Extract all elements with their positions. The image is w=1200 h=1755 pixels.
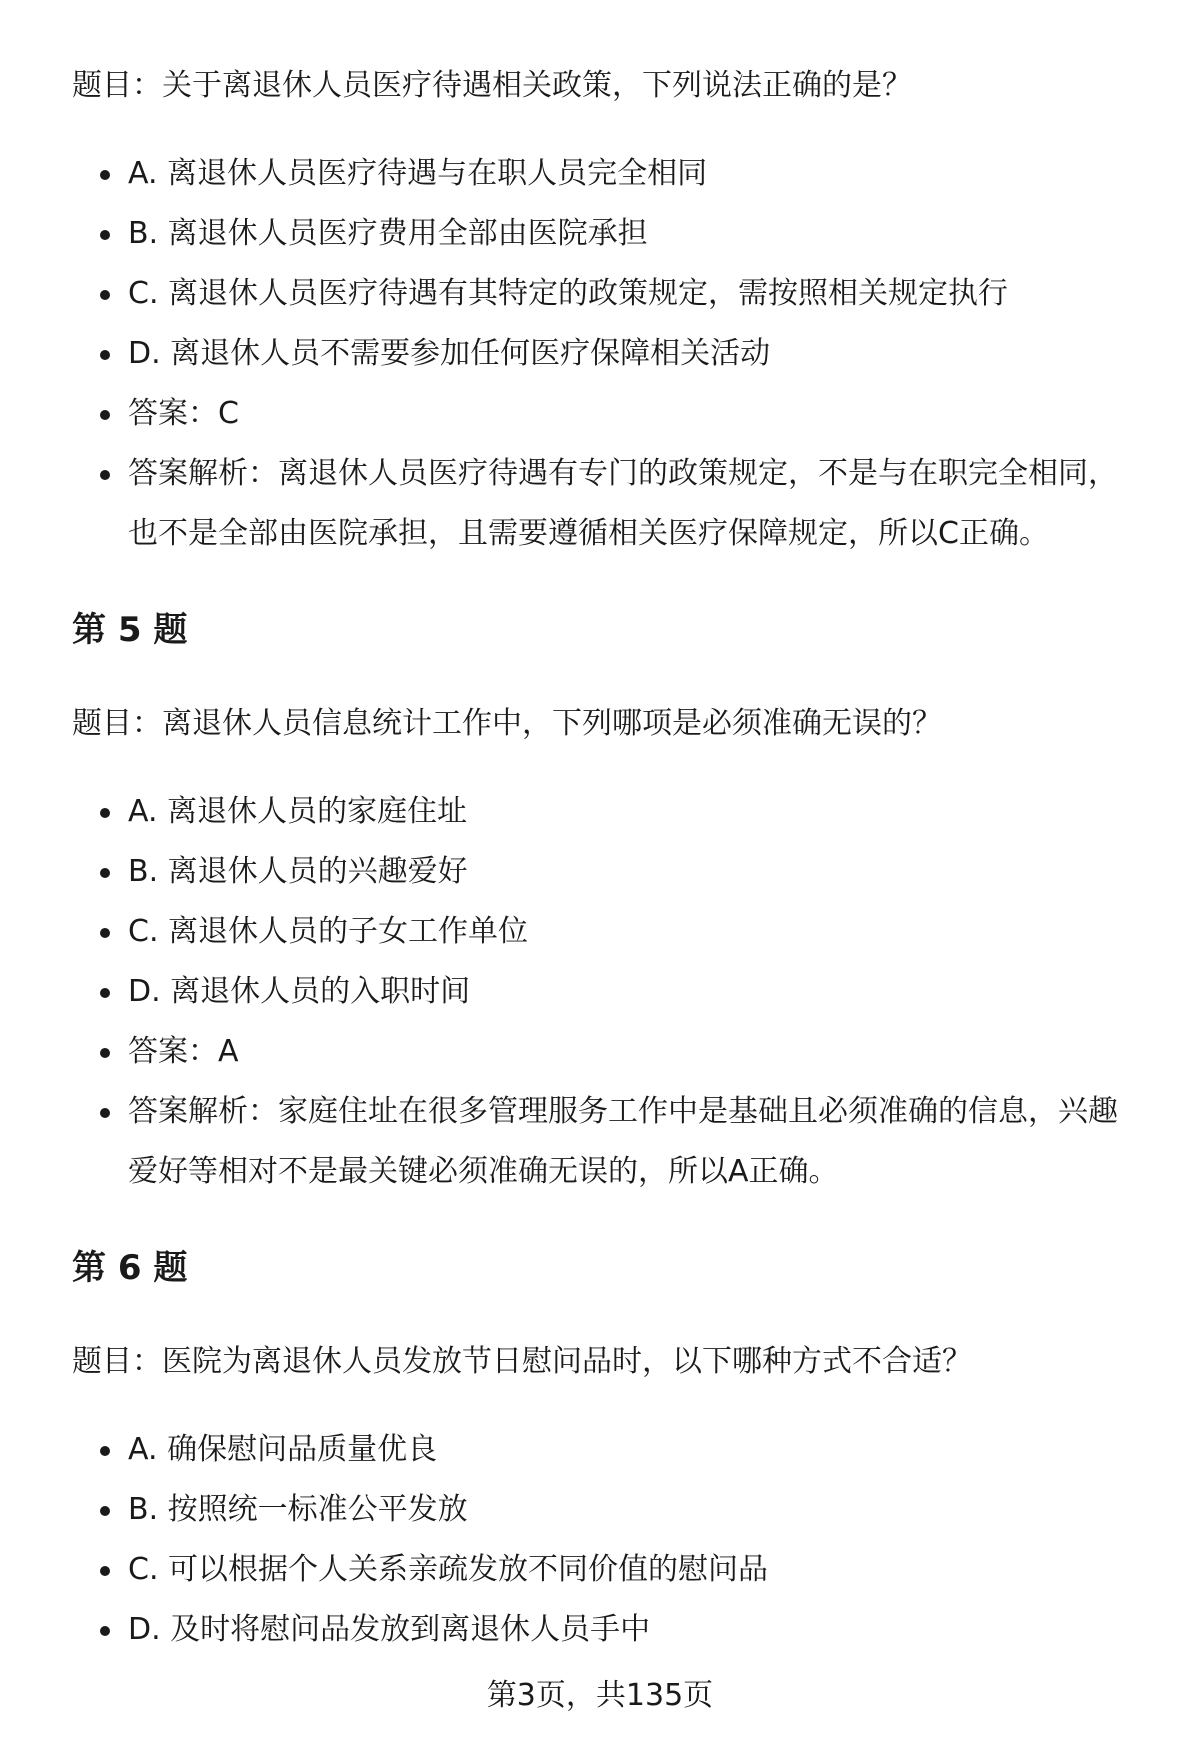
option-a: A. 离退休人员的家庭住址 <box>72 782 1142 842</box>
option-c: C. 可以根据个人关系亲疏发放不同价值的慰问品 <box>72 1540 1142 1600</box>
option-b: B. 按照统一标准公平发放 <box>72 1480 1142 1540</box>
option-d: D. 及时将慰问品发放到离退休人员手中 <box>72 1600 1142 1660</box>
option-c: C. 离退休人员的子女工作单位 <box>72 902 1142 962</box>
question-text: 题目：医院为离退休人员发放节日慰问品时，以下哪种方式不合适？ <box>72 1344 972 1379</box>
question-text: 题目：关于离退休人员医疗待遇相关政策，下列说法正确的是？ <box>72 68 912 103</box>
answer: 答案：C <box>72 384 1142 444</box>
question-block <box>72 62 1142 564</box>
option-a: A. 确保慰问品质量优良 <box>72 1420 1142 1480</box>
question-heading: 第 6 题 <box>72 1248 188 1288</box>
options-list <box>72 1420 1142 1660</box>
question-block <box>72 606 1142 1202</box>
option-b: B. 离退休人员医疗费用全部由医院承担 <box>72 204 1142 264</box>
page-number-footer: 第3页，共135页 <box>486 1678 714 1713</box>
option-c: C. 离退休人员医疗待遇有其特定的政策规定，需按照相关规定执行 <box>72 264 1142 324</box>
document-page <box>72 62 1142 1660</box>
question-block <box>72 1244 1142 1660</box>
answer-explanation: 答案解析：离退休人员医疗待遇有专门的政策规定，不是与在职完全相同，也不是全部由医院承担，且需要遵循相关医疗保障规定，所以C正确。 <box>72 444 1142 564</box>
question-text: 题目：离退休人员信息统计工作中，下列哪项是必须准确无误的？ <box>72 706 942 741</box>
option-d: D. 离退休人员不需要参加任何医疗保障相关活动 <box>72 324 1142 384</box>
answer-explanation: 答案解析：家庭住址在很多管理服务工作中是基础且必须准确的信息，兴趣爱好等相对不是最关键必须准确无误的，所以A正确。 <box>72 1082 1142 1202</box>
options-list <box>72 782 1142 1202</box>
answer: 答案：A <box>72 1022 1142 1082</box>
question-heading: 第 5 题 <box>72 610 188 650</box>
option-a: A. 离退休人员医疗待遇与在职人员完全相同 <box>72 144 1142 204</box>
option-d: D. 离退休人员的入职时间 <box>72 962 1142 1022</box>
options-list <box>72 144 1142 564</box>
option-b: B. 离退休人员的兴趣爱好 <box>72 842 1142 902</box>
